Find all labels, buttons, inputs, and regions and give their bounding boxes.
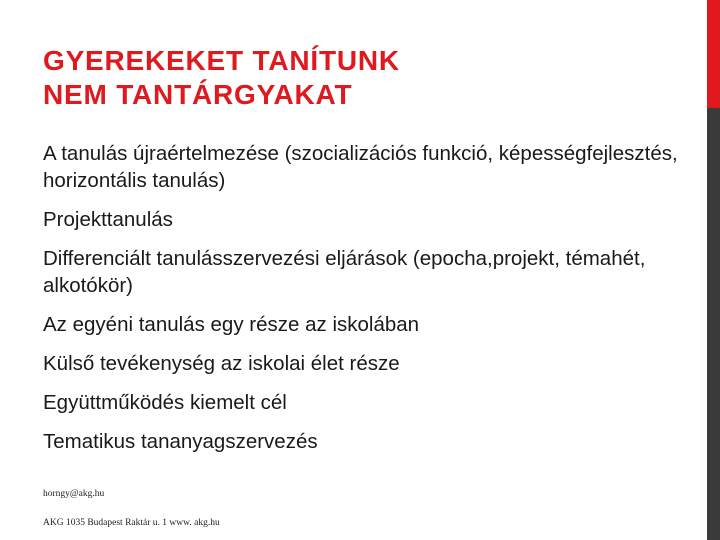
bullet-item: Projekttanulás (43, 208, 173, 231)
bullet-item: Külső tevékenység az iskolai élet része (43, 352, 400, 375)
bullet-list (43, 140, 683, 467)
bullet-item: Tematikus tananyagszervezés (43, 430, 318, 453)
bullet-item: Az egyéni tanulás egy része az iskolában (43, 313, 420, 336)
bullet-item: A tanulás újraértelmezése (szocializációs funkció, képességfejlesztés, horizontális tanulás) (43, 142, 678, 192)
footer-email: horngy@akg.hu (43, 489, 105, 499)
bullet-item: Együttműködés kiemelt cél (43, 391, 287, 414)
accent-bar-top (707, 0, 720, 108)
footer (43, 488, 220, 529)
slide-title: GYEREKEKET TANÍTUNK NEM TANTÁRGYAKAT (43, 45, 400, 110)
accent-bar-bottom (707, 108, 720, 540)
bullet-item: Differenciált tanulásszervezési eljárások (epocha,projekt, témahét, alkotókör) (43, 247, 646, 297)
footer-address: AKG 1035 Budapest Raktár u. 1 www. akg.hu (43, 518, 220, 528)
